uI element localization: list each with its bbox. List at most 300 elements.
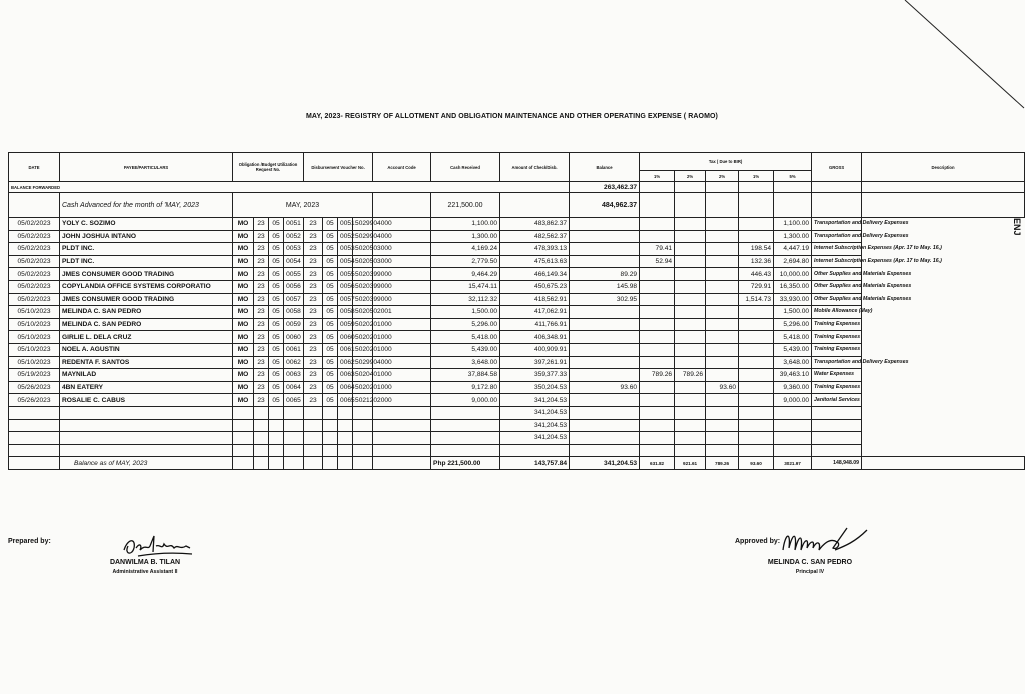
obligation-month-cell: 05 bbox=[269, 343, 284, 356]
amount-cell: 9,464.29 bbox=[431, 268, 500, 281]
voucher-month-cell: 05 bbox=[323, 243, 338, 256]
amount-cell: 37,884.58 bbox=[431, 369, 500, 382]
payee-cell: MELINDA C. SAN PEDRO bbox=[60, 318, 233, 331]
table-row bbox=[9, 293, 1025, 306]
description-cell: Other Supplies and Materials Expenses bbox=[812, 268, 862, 281]
total-gross: 148,948.09 bbox=[812, 457, 862, 470]
empty-cell bbox=[570, 406, 640, 419]
total-amount: 143,757.84 bbox=[500, 457, 570, 470]
empty-cell bbox=[570, 432, 640, 445]
empty-cell bbox=[431, 444, 500, 457]
total-tax-4: 93.60 bbox=[739, 457, 774, 470]
empty-cell bbox=[9, 457, 60, 470]
tax-rate-3: 2% bbox=[706, 171, 739, 182]
amount-cell: 32,112.32 bbox=[431, 293, 500, 306]
tax-2-cell bbox=[640, 293, 675, 306]
date-cell: 05/02/2023 bbox=[9, 243, 60, 256]
empty-cell bbox=[640, 406, 675, 419]
date-cell: 05/10/2023 bbox=[9, 331, 60, 344]
empty-cell bbox=[373, 457, 431, 470]
balance-cell: 397,261.91 bbox=[500, 356, 570, 369]
tax-5-cell bbox=[739, 218, 774, 231]
col-gross-header: GROSS bbox=[812, 153, 862, 182]
payee-cell: JMES CONSUMER GOOD TRADING bbox=[60, 293, 233, 306]
voucher-number-cell: 0057 bbox=[338, 293, 353, 306]
amount-cell: 5,439.00 bbox=[431, 343, 500, 356]
date-cell: 05/02/2023 bbox=[9, 268, 60, 281]
total-tax-1: 631.82 bbox=[640, 457, 675, 470]
obligation-year-cell: 23 bbox=[254, 394, 269, 407]
gross-cell: 9,360.00 bbox=[774, 381, 812, 394]
description-cell: Internet Subscription Expenses (Apr. 17 to May. 16,) bbox=[812, 243, 862, 256]
payee-cell: JMES CONSUMER GOOD TRADING bbox=[60, 268, 233, 281]
gross-cell: 1,300.00 bbox=[774, 230, 812, 243]
empty-row bbox=[9, 432, 1025, 445]
registry-table bbox=[8, 152, 1025, 470]
description-cell: Training Expenses bbox=[812, 318, 862, 331]
trailing-balance-cell: 341,204.53 bbox=[500, 432, 570, 445]
empty-cell bbox=[640, 432, 675, 445]
voucher-number-cell: 0063 bbox=[338, 369, 353, 382]
voucher-number-cell: 0060 bbox=[338, 331, 353, 344]
voucher-month-cell: 05 bbox=[323, 293, 338, 306]
amount-cell: 1,100.00 bbox=[431, 218, 500, 231]
total-balance: 341,204.53 bbox=[570, 457, 640, 470]
tax-4-cell bbox=[706, 369, 739, 382]
tax-4-cell bbox=[706, 230, 739, 243]
table-row bbox=[9, 218, 1025, 231]
empty-cell bbox=[353, 406, 373, 419]
obligation-number-cell: 0053 bbox=[284, 243, 304, 256]
totals-label: Balance as of MAY, 2023 bbox=[60, 457, 233, 470]
tax-1-cell bbox=[570, 318, 640, 331]
empty-cell bbox=[353, 419, 373, 432]
description-cell: Water Expenses bbox=[812, 369, 862, 382]
empty-cell bbox=[431, 419, 500, 432]
tax-2-cell bbox=[640, 356, 675, 369]
empty-cell bbox=[9, 444, 60, 457]
voucher-month-cell: 05 bbox=[323, 331, 338, 344]
amount-cell: 9,000.00 bbox=[431, 394, 500, 407]
gross-cell: 3,648.00 bbox=[774, 356, 812, 369]
payee-cell: PLDT INC. bbox=[60, 243, 233, 256]
tax-3-cell bbox=[675, 255, 706, 268]
gross-cell: 10,000.00 bbox=[774, 268, 812, 281]
tax-2-cell bbox=[640, 381, 675, 394]
obligation-month-cell: 05 bbox=[269, 369, 284, 382]
fund-code-cell: MO bbox=[233, 394, 254, 407]
tax-4-cell bbox=[706, 318, 739, 331]
obligation-number-cell: 0063 bbox=[284, 369, 304, 382]
fund-code-cell: MO bbox=[233, 280, 254, 293]
empty-cell bbox=[739, 444, 774, 457]
empty-cell bbox=[323, 444, 338, 457]
col-account-header: Account Code bbox=[373, 153, 431, 182]
prepared-signature bbox=[120, 532, 200, 562]
empty-cell bbox=[570, 444, 640, 457]
voucher-year-cell: 23 bbox=[304, 343, 323, 356]
balance-cell: 400,909.91 bbox=[500, 343, 570, 356]
empty-cell bbox=[675, 419, 706, 432]
tax-1-cell bbox=[570, 331, 640, 344]
obligation-month-cell: 05 bbox=[269, 243, 284, 256]
tax-3-cell bbox=[675, 318, 706, 331]
payee-cell: MAYNILAD bbox=[60, 369, 233, 382]
account-code-cell: 5029904000 bbox=[353, 230, 373, 243]
voucher-month-cell: 05 bbox=[323, 306, 338, 319]
account-code-cell: 5020503000 bbox=[353, 255, 373, 268]
totals-row bbox=[9, 457, 1025, 470]
voucher-month-cell: 05 bbox=[323, 318, 338, 331]
balance-cell: 411,766.91 bbox=[500, 318, 570, 331]
obligation-month-cell: 05 bbox=[269, 381, 284, 394]
empty-cell bbox=[323, 457, 338, 470]
tax-2-cell bbox=[640, 318, 675, 331]
empty-cell bbox=[812, 406, 862, 419]
account-code-cell: 5020399000 bbox=[353, 280, 373, 293]
fund-code-cell: MO bbox=[233, 369, 254, 382]
balance-cell: 475,613.63 bbox=[500, 255, 570, 268]
total-tax-2: 921.61 bbox=[675, 457, 706, 470]
account-code-cell: 5029904000 bbox=[353, 218, 373, 231]
fund-code-cell: MO bbox=[233, 331, 254, 344]
obligation-number-cell: 0051 bbox=[284, 218, 304, 231]
obligation-year-cell: 23 bbox=[254, 343, 269, 356]
account-code-cell: 5020201000 bbox=[353, 331, 373, 344]
document-title: MAY, 2023- REGISTRY OF ALLOTMENT AND OBLIGATION MAINTENANCE AND OTHER OPERATING EXPENSE ( RAOMO) bbox=[306, 113, 718, 120]
empty-cell bbox=[60, 419, 233, 432]
balance-forwarded-label: BALANCE FORWARDED bbox=[9, 182, 570, 193]
empty-cell bbox=[254, 444, 269, 457]
obligation-month-cell: 05 bbox=[269, 394, 284, 407]
col-balance-header: Balance bbox=[570, 153, 640, 182]
empty-cell bbox=[233, 432, 254, 445]
amount-cell: 1,500.00 bbox=[431, 306, 500, 319]
obligation-month-cell: 05 bbox=[269, 230, 284, 243]
tax-4-cell: 93.60 bbox=[706, 381, 739, 394]
payee-cell: PLDT INC. bbox=[60, 255, 233, 268]
empty-cell bbox=[706, 432, 739, 445]
tax-5-cell: 1,514.73 bbox=[739, 293, 774, 306]
obligation-month-cell: 05 bbox=[269, 255, 284, 268]
col-tax-header: Tax ( Due to BIR) bbox=[640, 153, 812, 171]
amount-cell: 1,300.00 bbox=[431, 230, 500, 243]
tax-3-cell bbox=[675, 293, 706, 306]
obligation-number-cell: 0057 bbox=[284, 293, 304, 306]
voucher-year-cell: 23 bbox=[304, 356, 323, 369]
obligation-number-cell: 0052 bbox=[284, 230, 304, 243]
cash-advance-label: Cash Advanced for the month of 'MAY, 2023 bbox=[60, 193, 233, 218]
col-cash-header: Cash Received bbox=[431, 153, 500, 182]
tax-1-cell: 93.60 bbox=[570, 381, 640, 394]
empty-cell bbox=[640, 444, 675, 457]
obligation-year-cell: 23 bbox=[254, 381, 269, 394]
voucher-number-cell: 0058 bbox=[338, 306, 353, 319]
voucher-number-cell: 0056 bbox=[338, 280, 353, 293]
balance-cell: 466,149.34 bbox=[500, 268, 570, 281]
balance-cell: 359,377.33 bbox=[500, 369, 570, 382]
tax-4-cell bbox=[706, 343, 739, 356]
voucher-year-cell: 23 bbox=[304, 381, 323, 394]
voucher-year-cell: 23 bbox=[304, 306, 323, 319]
table-row bbox=[9, 343, 1025, 356]
tax-1-cell bbox=[570, 343, 640, 356]
margin-handwritten-mark: ENJ bbox=[1012, 218, 1022, 236]
empty-cell bbox=[284, 432, 304, 445]
tax-5-cell: 446.43 bbox=[739, 268, 774, 281]
total-tax-3: 789.26 bbox=[706, 457, 739, 470]
empty-cell bbox=[373, 406, 431, 419]
gross-cell: 9,000.00 bbox=[774, 394, 812, 407]
tax-1-cell: 302.95 bbox=[570, 293, 640, 306]
tax-rate-1: 1% bbox=[640, 171, 675, 182]
voucher-month-cell: 05 bbox=[323, 268, 338, 281]
date-cell: 05/10/2023 bbox=[9, 306, 60, 319]
tax-5-cell bbox=[739, 394, 774, 407]
tax-1-cell: 89.29 bbox=[570, 268, 640, 281]
voucher-number-cell: 0051 bbox=[338, 218, 353, 231]
obligation-number-cell: 0064 bbox=[284, 381, 304, 394]
prepared-by-label: Prepared by: bbox=[8, 538, 51, 545]
voucher-year-cell: 23 bbox=[304, 230, 323, 243]
obligation-month-cell: 05 bbox=[269, 306, 284, 319]
empty-cell bbox=[254, 406, 269, 419]
obligation-year-cell: 23 bbox=[254, 318, 269, 331]
tax-2-cell bbox=[640, 306, 675, 319]
empty-cell bbox=[862, 457, 1025, 470]
date-cell: 05/02/2023 bbox=[9, 293, 60, 306]
obligation-number-cell: 0061 bbox=[284, 343, 304, 356]
voucher-number-cell: 0064 bbox=[338, 381, 353, 394]
empty-cell bbox=[774, 419, 812, 432]
obligation-year-cell: 23 bbox=[254, 280, 269, 293]
tax-3-cell bbox=[675, 306, 706, 319]
table-row bbox=[9, 394, 1025, 407]
empty-cell bbox=[706, 406, 739, 419]
tax-5-cell bbox=[739, 230, 774, 243]
empty-cell bbox=[675, 444, 706, 457]
total-tax-5: 3021.97 bbox=[774, 457, 812, 470]
tax-3-cell bbox=[675, 356, 706, 369]
fund-code-cell: MO bbox=[233, 218, 254, 231]
empty-cell bbox=[233, 406, 254, 419]
table-row bbox=[9, 318, 1025, 331]
obligation-year-cell: 23 bbox=[254, 331, 269, 344]
gross-cell: 39,463.10 bbox=[774, 369, 812, 382]
account-code-cell: 5020201000 bbox=[353, 343, 373, 356]
payee-cell: JOHN JOSHUA INTANO bbox=[60, 230, 233, 243]
cash-advance-month: MAY, 2023 bbox=[233, 193, 373, 218]
obligation-year-cell: 23 bbox=[254, 306, 269, 319]
empty-cell bbox=[323, 419, 338, 432]
account-code-cell: 5020502001 bbox=[353, 306, 373, 319]
voucher-number-cell: 0052 bbox=[338, 230, 353, 243]
approved-by-position: Principal IV bbox=[795, 569, 825, 575]
description-cell: Transportation and Delivery Expenses bbox=[812, 356, 862, 369]
fund-code-cell: MO bbox=[233, 243, 254, 256]
empty-cell bbox=[706, 419, 739, 432]
tax-4-cell bbox=[706, 394, 739, 407]
account-code-cell: 5029904000 bbox=[353, 356, 373, 369]
description-cell: Other Supplies and Materials Expenses bbox=[812, 293, 862, 306]
table-row bbox=[9, 268, 1025, 281]
empty-row bbox=[9, 444, 1025, 457]
balance-forwarded-row bbox=[9, 182, 1025, 193]
empty-cell bbox=[284, 406, 304, 419]
obligation-number-cell: 0062 bbox=[284, 356, 304, 369]
gross-cell: 2,694.80 bbox=[774, 255, 812, 268]
payee-cell: ROSALIE C. CABUS bbox=[60, 394, 233, 407]
empty-cell bbox=[353, 457, 373, 470]
balance-cell: 478,393.13 bbox=[500, 243, 570, 256]
payee-cell: YOLY C. SOZIMO bbox=[60, 218, 233, 231]
tax-5-cell bbox=[739, 331, 774, 344]
tax-3-cell bbox=[675, 218, 706, 231]
gross-cell: 1,500.00 bbox=[774, 306, 812, 319]
empty-cell bbox=[373, 419, 431, 432]
col-date-header: DATE bbox=[9, 153, 60, 182]
obligation-month-cell: 05 bbox=[269, 356, 284, 369]
empty-row bbox=[9, 406, 1025, 419]
tax-5-cell: 132.36 bbox=[739, 255, 774, 268]
obligation-number-cell: 0060 bbox=[284, 331, 304, 344]
empty-cell bbox=[570, 419, 640, 432]
empty-cell bbox=[431, 432, 500, 445]
tax-4-cell bbox=[706, 255, 739, 268]
date-cell: 05/26/2023 bbox=[9, 381, 60, 394]
empty-cell bbox=[233, 419, 254, 432]
empty-row bbox=[9, 419, 1025, 432]
empty-cell bbox=[269, 419, 284, 432]
description-cell: Other Supplies and Materials Expenses bbox=[812, 280, 862, 293]
tax-2-cell: 52.94 bbox=[640, 255, 675, 268]
tax-5-cell bbox=[739, 306, 774, 319]
description-cell: Mobile Allowance (May) bbox=[812, 306, 862, 319]
obligation-month-cell: 05 bbox=[269, 218, 284, 231]
tax-5-cell bbox=[739, 369, 774, 382]
obligation-number-cell: 0059 bbox=[284, 318, 304, 331]
voucher-year-cell: 23 bbox=[304, 243, 323, 256]
tax-4-cell bbox=[706, 243, 739, 256]
empty-cell bbox=[233, 444, 254, 457]
tax-5-cell bbox=[739, 356, 774, 369]
payee-cell: MELINDA C. SAN PEDRO bbox=[60, 306, 233, 319]
table-row bbox=[9, 230, 1025, 243]
fund-code-cell: MO bbox=[233, 306, 254, 319]
gross-cell: 33,930.00 bbox=[774, 293, 812, 306]
approved-signature bbox=[775, 520, 875, 562]
voucher-year-cell: 23 bbox=[304, 331, 323, 344]
voucher-number-cell: 0054 bbox=[338, 255, 353, 268]
empty-cell bbox=[304, 457, 323, 470]
obligation-year-cell: 23 bbox=[254, 369, 269, 382]
trailing-balance-cell: 341,204.53 bbox=[500, 419, 570, 432]
account-code-cell: 5021202000 bbox=[353, 394, 373, 407]
table-row bbox=[9, 280, 1025, 293]
empty-cell bbox=[373, 444, 431, 457]
tax-3-cell bbox=[675, 343, 706, 356]
payee-cell: 4BN EATERY bbox=[60, 381, 233, 394]
gross-cell: 5,418.00 bbox=[774, 331, 812, 344]
obligation-number-cell: 0054 bbox=[284, 255, 304, 268]
gross-cell: 4,447.19 bbox=[774, 243, 812, 256]
empty-cell bbox=[353, 444, 373, 457]
tax-rate-4: 1% bbox=[739, 171, 774, 182]
balance-cell: 418,562.91 bbox=[500, 293, 570, 306]
tax-1-cell bbox=[570, 230, 640, 243]
empty-cell bbox=[706, 444, 739, 457]
date-cell: 05/10/2023 bbox=[9, 343, 60, 356]
empty-cell bbox=[9, 419, 60, 432]
amount-cell: 5,418.00 bbox=[431, 331, 500, 344]
tax-2-cell bbox=[640, 218, 675, 231]
table-row bbox=[9, 356, 1025, 369]
balance-cell: 482,562.37 bbox=[500, 230, 570, 243]
empty-cell bbox=[739, 432, 774, 445]
voucher-month-cell: 05 bbox=[323, 280, 338, 293]
fund-code-cell: MO bbox=[233, 356, 254, 369]
fund-code-cell: MO bbox=[233, 343, 254, 356]
empty-cell bbox=[774, 406, 812, 419]
empty-cell bbox=[774, 432, 812, 445]
date-cell: 05/02/2023 bbox=[9, 255, 60, 268]
tax-3-cell bbox=[675, 381, 706, 394]
tax-3-cell bbox=[675, 243, 706, 256]
empty-cell bbox=[60, 444, 233, 457]
empty-cell bbox=[323, 406, 338, 419]
account-code-cell: 5020399000 bbox=[353, 293, 373, 306]
tax-5-cell: 198.54 bbox=[739, 243, 774, 256]
cash-advance-balance: 484,962.37 bbox=[570, 193, 640, 218]
empty-cell bbox=[675, 406, 706, 419]
gross-cell: 16,350.00 bbox=[774, 280, 812, 293]
voucher-number-cell: 0065 bbox=[338, 394, 353, 407]
empty-cell bbox=[338, 406, 353, 419]
empty-cell bbox=[338, 457, 353, 470]
empty-cell bbox=[373, 432, 431, 445]
tax-1-cell bbox=[570, 369, 640, 382]
payee-cell: REDENTA F. SANTOS bbox=[60, 356, 233, 369]
empty-cell bbox=[284, 444, 304, 457]
tax-2-cell bbox=[640, 280, 675, 293]
voucher-number-cell: 0061 bbox=[338, 343, 353, 356]
empty-cell bbox=[269, 432, 284, 445]
voucher-year-cell: 23 bbox=[304, 255, 323, 268]
empty-cell bbox=[304, 406, 323, 419]
table-row bbox=[9, 255, 1025, 268]
empty-cell bbox=[269, 457, 284, 470]
voucher-month-cell: 05 bbox=[323, 381, 338, 394]
obligation-year-cell: 23 bbox=[254, 243, 269, 256]
empty-cell bbox=[353, 432, 373, 445]
empty-cell bbox=[640, 419, 675, 432]
tax-3-cell: 789.26 bbox=[675, 369, 706, 382]
tax-1-cell bbox=[570, 306, 640, 319]
prepared-by-position: Administrative Assistant II bbox=[112, 569, 178, 575]
payee-cell: NOEL A. AGUSTIN bbox=[60, 343, 233, 356]
table-row bbox=[9, 243, 1025, 256]
tax-1-cell bbox=[570, 255, 640, 268]
empty-cell bbox=[323, 432, 338, 445]
tax-4-cell bbox=[706, 280, 739, 293]
col-disbursement-header: Disbursement Voucher No. bbox=[304, 153, 373, 182]
date-cell: 05/02/2023 bbox=[9, 280, 60, 293]
tax-4-cell bbox=[706, 356, 739, 369]
tax-2-cell bbox=[640, 331, 675, 344]
obligation-year-cell: 23 bbox=[254, 293, 269, 306]
account-code-cell: 5020201000 bbox=[353, 318, 373, 331]
empty-cell bbox=[812, 419, 862, 432]
